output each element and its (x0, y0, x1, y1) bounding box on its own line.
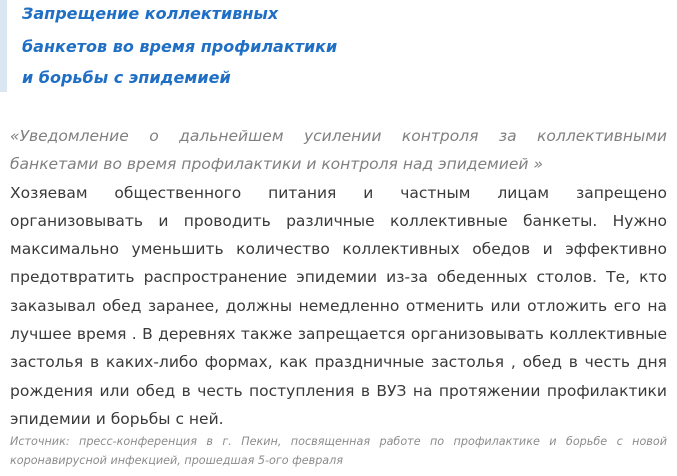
heading-line-3: и борьбы с эпидемией (22, 68, 231, 87)
article-body (10, 122, 667, 433)
heading-line-1: Запрещение коллективных (22, 4, 279, 23)
heading-line-2: банкетов во время профилактики (22, 37, 338, 56)
article-heading (0, 0, 677, 92)
main-paragraph: Хозяевам общественного питания и частным лицам запрещено организовывать и проводить различные коллективные банкеты. Нужно максимально уменьшить количество коллективных обедов и эффективно предотвратить распространение эпидемии из-за обеденных столов. Те, кто заказывал обед заранее, должны немедленно отменить или отложить его на лучшее время . В деревнях также запрещается организовывать коллективные застолья в каких-либо формах, как праздничные застолья , обед в честь дня рождения или обед в честь поступления в ВУЗ на протяжении профилактики эпидемии и борьбы с ней. (10, 183, 667, 428)
notice-quote: «Уведомление о дальнейшем усилении контроля за коллективными банкетами во время профилактики и контроля над эпидемией » (10, 127, 667, 174)
source-note: Источник: пресс-конференция в г. Пекин, посвященная работе по профилактике и борьбе с новой коронавирусной инфекцией, прошедшая 5-ого февраля (10, 435, 667, 467)
heading-accent-bar (0, 0, 7, 92)
